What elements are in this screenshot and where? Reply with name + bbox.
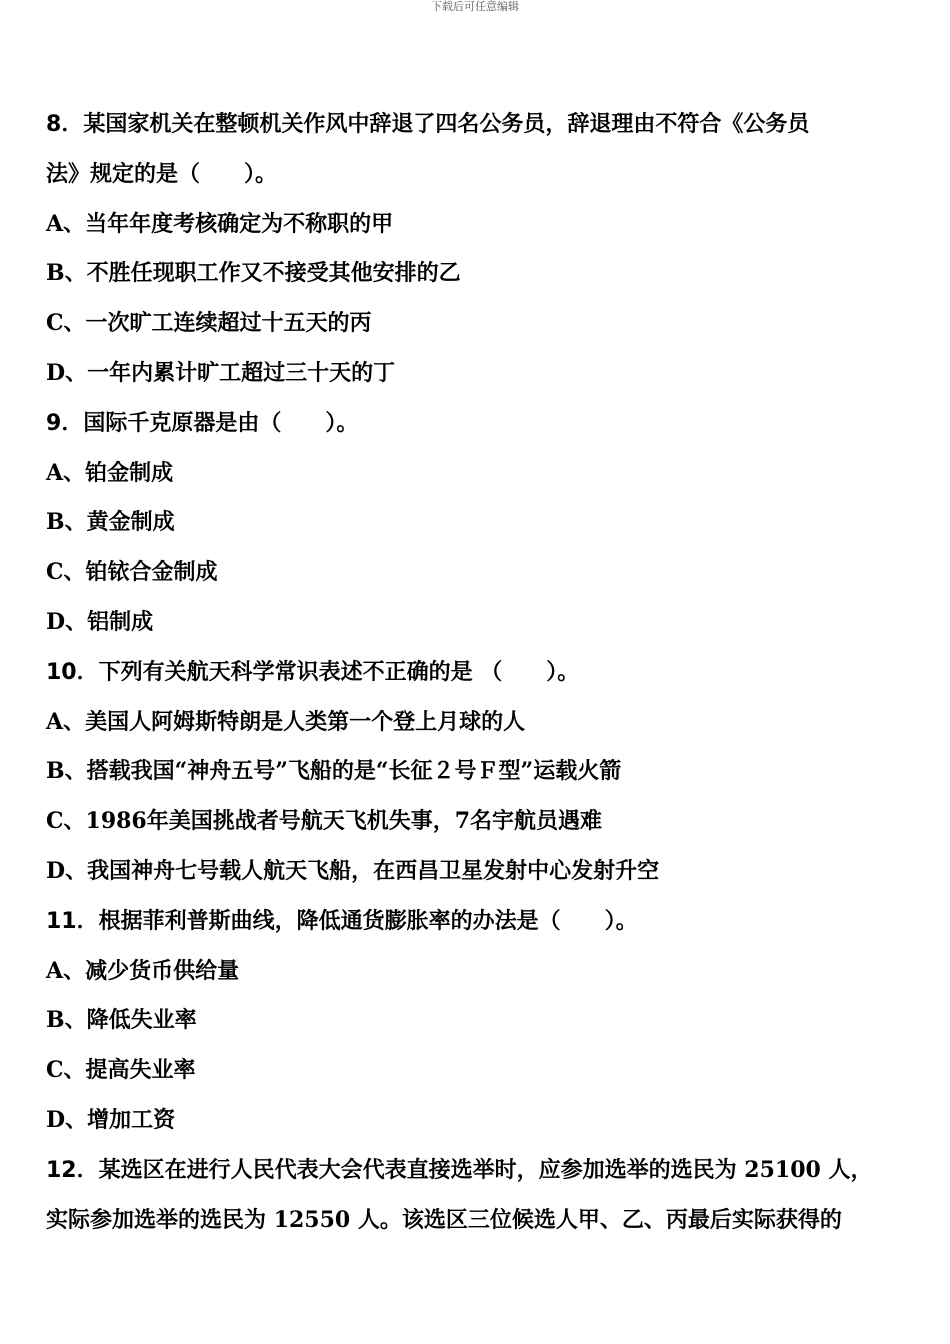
- question-10-option-a: A、美国人阿姆斯特朗是人类第一个登上月球的人: [46, 708, 526, 735]
- question-12-stem-continued: 实际参加选举的选民为 12550 人。该选区三位候选人甲、乙、丙最后实际获得的: [46, 1206, 842, 1233]
- question-11-option-a: A、减少货币供给量: [46, 957, 240, 984]
- question-number: 12: [46, 1157, 77, 1183]
- question-number: 8: [46, 112, 62, 137]
- question-9-option-c: C、铂铱合金制成: [46, 559, 218, 586]
- question-10-option-d: D、我国神舟七号载人航天飞船，在西昌卫星发射中心发射升空: [46, 857, 660, 884]
- question-9-stem: [46, 399, 926, 449]
- question-8-stem-continued: 法》规定的是（ ）。: [46, 160, 278, 187]
- question-stem-text: ．根据菲利普斯曲线，降低通货膨胀率的办法是（ ）。: [76, 907, 638, 934]
- question-8-option-a: A、当年年度考核确定为不称职的甲: [46, 210, 394, 237]
- question-9-option-a: A、铂金制成: [46, 459, 174, 486]
- question-8-option-c: C、一次旷工连续超过十五天的丙: [46, 310, 372, 337]
- question-11-option-c: C、提高失业率: [46, 1057, 196, 1084]
- question-stem-text: ．国际千克原器是由（ ）。: [61, 409, 359, 436]
- question-8-stem: [46, 100, 926, 150]
- question-11-stem: [46, 897, 926, 947]
- question-stem-text: ．某国家机关在整顿机关作风中辞退了四名公务员，辞退理由不符合《公务员: [61, 111, 810, 137]
- question-stem-text: ．下列有关航天科学常识表述不正确的是 （ ）。: [76, 658, 580, 685]
- question-10-option-c: C、1986年美国挑战者号航天飞机失事，7名宇航员遇难: [46, 808, 603, 835]
- question-stem-text: ．某选区在进行人民代表大会代表直接选举时，应参加选举的选民为 25100 人，: [76, 1156, 873, 1183]
- question-10-stem: [46, 648, 926, 698]
- document-body: [46, 100, 926, 1245]
- question-11-option-d: D、增加工资: [46, 1106, 176, 1133]
- question-9-option-b: B、黄金制成: [46, 509, 175, 536]
- question-10-option-b: B、搭载我国“神舟五号”飞船的是“长征２号Ｆ型”运载火箭: [46, 758, 622, 785]
- question-8-option-d: D、一年内累计旷工超过三十天的丁: [46, 359, 396, 386]
- question-11-option-b: B、降低失业率: [46, 1007, 197, 1034]
- question-12-stem: [46, 1146, 926, 1196]
- question-number: 9: [46, 410, 62, 436]
- page-header-note: 下载后可任意编辑: [431, 0, 519, 13]
- question-number: 10: [46, 659, 77, 685]
- question-8-option-b: B、不胜任现职工作又不接受其他安排的乙: [46, 260, 461, 287]
- question-9-option-d: D、铝制成: [46, 608, 154, 635]
- question-number: 11: [46, 908, 77, 934]
